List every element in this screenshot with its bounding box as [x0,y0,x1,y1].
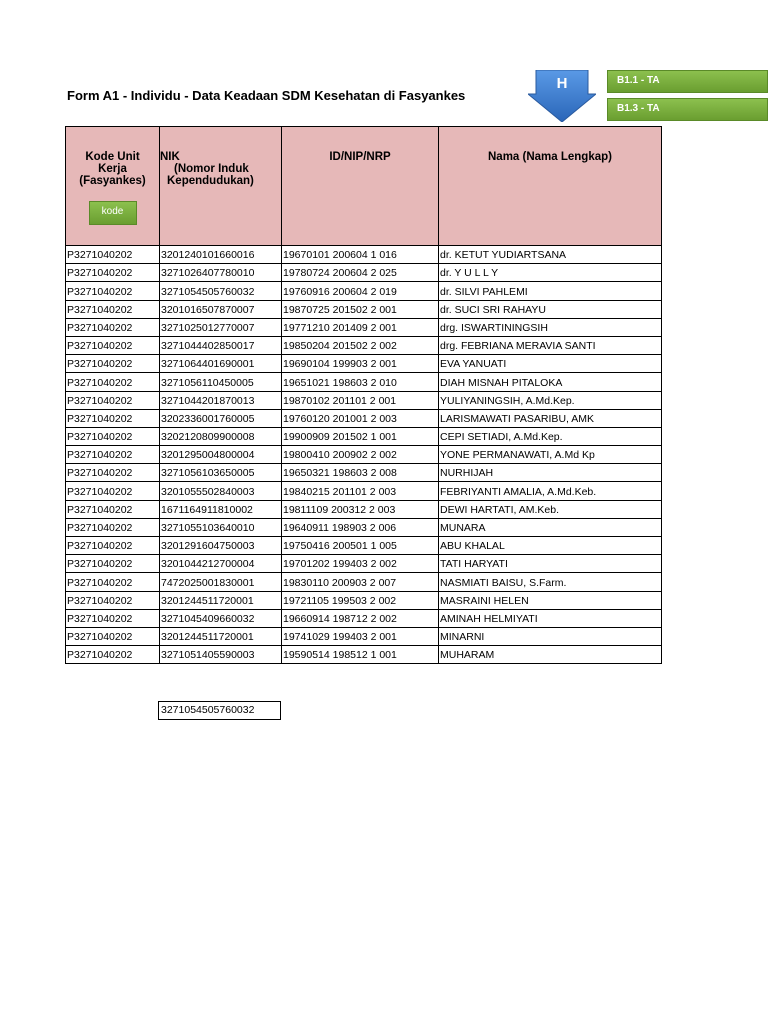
h-arrow-button[interactable] [528,70,596,122]
cell-nik[interactable]: 3201244511720001 [160,627,282,645]
table-row [66,336,662,354]
cell-nama[interactable]: NASMIATI BAISU, S.Farm. [439,573,662,591]
cell-nip[interactable]: 19900909 201502 1 001 [282,427,439,445]
table-row [66,500,662,518]
cell-nama[interactable]: MUNARA [439,518,662,536]
cell-kode-unit[interactable]: P3271040202 [66,591,160,609]
cell-nik[interactable]: 3271025012770007 [160,318,282,336]
cell-nip[interactable]: 19750416 200501 1 005 [282,537,439,555]
table-row [66,427,662,445]
cell-kode-unit[interactable]: P3271040202 [66,609,160,627]
table-row [66,409,662,427]
nik-header-line3: Kependudukan) [167,175,254,187]
nik-header-line1: NIK [160,151,180,163]
cell-nip[interactable]: 19721105 199503 2 002 [282,591,439,609]
cell-nama[interactable]: drg. ISWARTININGSIH [439,318,662,336]
cell-nik[interactable]: 3271056110450005 [160,373,282,391]
cell-kode-unit[interactable]: P3271040202 [66,318,160,336]
cell-nama[interactable]: YONE PERMANAWATI, A.Md Kp [439,446,662,464]
cell-nip[interactable]: 19640911 198903 2 006 [282,518,439,536]
column-header-nik [160,127,282,246]
cell-nik[interactable]: 3201295004800004 [160,446,282,464]
cell-nama[interactable]: YULIYANINGSIH, A.Md.Kep. [439,391,662,409]
kode-button[interactable]: kode [89,201,137,225]
table-row [66,518,662,536]
cell-nik[interactable]: 3201240101660016 [160,246,282,264]
nav-button-b1-3[interactable]: B1.3 - TA [607,98,768,121]
cell-nip[interactable]: 19870725 201502 2 001 [282,300,439,318]
cell-kode-unit[interactable]: P3271040202 [66,264,160,282]
cell-nama[interactable]: EVA YANUATI [439,355,662,373]
cell-nama[interactable]: dr. SILVI PAHLEMI [439,282,662,300]
cell-kode-unit[interactable]: P3271040202 [66,300,160,318]
cell-nama[interactable]: dr. KETUT YUDIARTSANA [439,246,662,264]
cell-nama[interactable]: DIAH MISNAH PITALOKA [439,373,662,391]
cell-kode-unit[interactable]: P3271040202 [66,573,160,591]
cell-nama[interactable]: drg. FEBRIANA MERAVIA SANTI [439,336,662,354]
table-row [66,318,662,336]
cell-nik[interactable]: 1671164911810002 [160,500,282,518]
cell-nip[interactable]: 19690104 199903 2 001 [282,355,439,373]
cell-nip[interactable]: 19741029 199403 2 001 [282,627,439,645]
cell-nip[interactable]: 19811109 200312 2 003 [282,500,439,518]
form-title: Form A1 - Individu - Data Keadaan SDM Kesehatan di Fasyankes [67,88,466,103]
cell-kode-unit[interactable]: P3271040202 [66,336,160,354]
cell-kode-unit[interactable]: P3271040202 [66,427,160,445]
table-row [66,355,662,373]
cell-nip[interactable]: 19840215 201101 2 003 [282,482,439,500]
table-row [66,282,662,300]
table-row [66,373,662,391]
cell-nama[interactable]: LARISMAWATI PASARIBU, AMK [439,409,662,427]
cell-nip[interactable]: 19651021 198603 2 010 [282,373,439,391]
cell-nip[interactable]: 19760916 200604 2 019 [282,282,439,300]
cell-nama[interactable]: DEWI HARTATI, AM.Keb. [439,500,662,518]
cell-nik[interactable]: 7472025001830001 [160,573,282,591]
table-row [66,591,662,609]
cell-kode-unit[interactable]: P3271040202 [66,373,160,391]
table-row [66,646,662,664]
h-button-label: H [556,75,568,92]
column-header-nama: Nama (Nama Lengkap) [439,127,662,246]
cell-nip[interactable]: 19701202 199403 2 002 [282,555,439,573]
cell-kode-unit[interactable]: P3271040202 [66,464,160,482]
table-row [66,464,662,482]
cell-nik[interactable]: 3202336001760005 [160,409,282,427]
cell-nama[interactable]: NURHIJAH [439,464,662,482]
cell-nama[interactable]: ABU KHALAL [439,537,662,555]
cell-kode-unit[interactable]: P3271040202 [66,282,160,300]
cell-nip[interactable]: 19780724 200604 2 025 [282,264,439,282]
cell-nip[interactable]: 19850204 201502 2 002 [282,336,439,354]
cell-nama[interactable]: FEBRIYANTI AMALIA, A.Md.Keb. [439,482,662,500]
cell-nip[interactable]: 19800410 200902 2 002 [282,446,439,464]
cell-nama[interactable]: AMINAH HELMIYATI [439,609,662,627]
cell-nik[interactable]: 3271054505760032 [160,282,282,300]
column-header-kode-unit [66,127,160,246]
cell-nama[interactable]: MINARNI [439,627,662,645]
cell-nip[interactable]: 19670101 200604 1 016 [282,246,439,264]
kode-header-line2: Kerja [98,163,127,175]
table-row [66,300,662,318]
cell-nip[interactable]: 19771210 201409 2 001 [282,318,439,336]
cell-nama[interactable]: dr. SUCI SRI RAHAYU [439,300,662,318]
cell-nik[interactable]: 3271055103640010 [160,518,282,536]
kode-header-line3: (Fasyankes) [79,175,146,187]
cell-nik[interactable]: 3201055502840003 [160,482,282,500]
cell-nama[interactable]: dr. Y U L L Y [439,264,662,282]
cell-nama[interactable]: MASRAINI HELEN [439,591,662,609]
cell-nik[interactable]: 3271064401690001 [160,355,282,373]
cell-kode-unit[interactable]: P3271040202 [66,518,160,536]
table-row [66,627,662,645]
cell-nip[interactable]: 19870102 201101 2 001 [282,391,439,409]
table-row [66,446,662,464]
table-row [66,537,662,555]
cell-kode-unit[interactable]: P3271040202 [66,627,160,645]
cell-kode-unit[interactable]: P3271040202 [66,409,160,427]
cell-kode-unit[interactable]: P3271040202 [66,482,160,500]
cell-kode-unit[interactable]: P3271040202 [66,391,160,409]
cell-nik[interactable]: 3201291604750003 [160,537,282,555]
lookup-cell[interactable]: 3271054505760032 [158,701,281,720]
table-row [66,609,662,627]
cell-nama[interactable]: TATI HARYATI [439,555,662,573]
table-row [66,555,662,573]
table-row [66,573,662,591]
cell-kode-unit[interactable]: P3271040202 [66,246,160,264]
cell-kode-unit[interactable]: P3271040202 [66,500,160,518]
cell-kode-unit[interactable]: P3271040202 [66,537,160,555]
cell-nip[interactable]: 19590514 198512 1 001 [282,646,439,664]
cell-kode-unit[interactable]: P3271040202 [66,446,160,464]
cell-nik[interactable]: 3201244511720001 [160,591,282,609]
cell-nik[interactable]: 3202120809900008 [160,427,282,445]
sdm-data-table [65,126,662,664]
cell-nama[interactable]: CEPI SETIADI, A.Md.Kep. [439,427,662,445]
table-row [66,264,662,282]
column-header-nip: ID/NIP/NRP [282,127,439,246]
cell-nip[interactable]: 19760120 201001 2 003 [282,409,439,427]
kode-header-line1: Kode Unit [85,151,140,163]
nav-button-b1-1[interactable]: B1.1 - TA [607,70,768,93]
table-row [66,482,662,500]
cell-nik[interactable]: 3271026407780010 [160,264,282,282]
cell-nik[interactable]: 3271051405590003 [160,646,282,664]
table-row [66,246,662,264]
table-header-row [66,127,662,246]
cell-nik[interactable]: 3201044212700004 [160,555,282,573]
cell-kode-unit[interactable]: P3271040202 [66,355,160,373]
cell-nik[interactable]: 3201016507870007 [160,300,282,318]
cell-nip[interactable]: 19830110 200903 2 007 [282,573,439,591]
cell-nik[interactable]: 3271056103650005 [160,464,282,482]
nik-header-line2: (Nomor Induk [174,163,249,175]
cell-kode-unit[interactable]: P3271040202 [66,555,160,573]
cell-nik[interactable]: 3271044201870013 [160,391,282,409]
cell-nip[interactable]: 19660914 198712 2 002 [282,609,439,627]
cell-nama[interactable]: MUHARAM [439,646,662,664]
cell-kode-unit[interactable]: P3271040202 [66,646,160,664]
cell-nip[interactable]: 19650321 198603 2 008 [282,464,439,482]
table-row [66,391,662,409]
cell-nik[interactable]: 3271044402850017 [160,336,282,354]
cell-nik[interactable]: 3271045409660032 [160,609,282,627]
